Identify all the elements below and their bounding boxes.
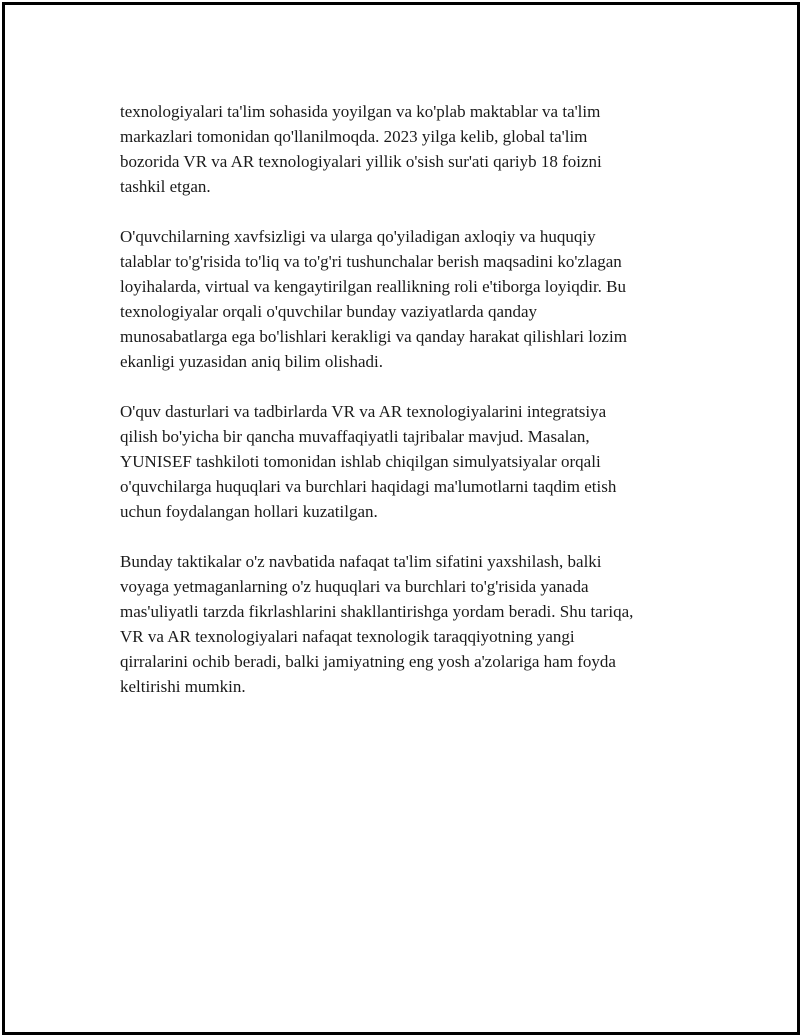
paragraph-3: O'quv dasturlari va tadbirlarda VR va AR texnologiyalarini integratsiya qilish bo'yicha bir qancha muvaffaqiyatli tajribalar mavjud. Masalan, YUNISEF tashkiloti tomonidan ishlab chiqilgan simulyatsiyalar orqali o'quvchilarga huquqlari va burchlari haqidagi ma'lumotlarni taqdim etish uchun foydalangan hollari kuzatilgan. [120, 402, 617, 521]
paragraph-4: Bunday taktikalar o'z navbatida nafaqat ta'lim sifatini yaxshilash, balki voyaga yetmaganlarning o'z huquqlari va burchlari to'g'risida yanada mas'uliyatli tarzda fikrlashlarini shakllantirishga yordam beradi. Shu tariqa, VR va AR texnologiyalari nafaqat texnologik taraqqiyotning yangi qirralarini ochib beradi, balki jamiyatning eng yosh a'zolariga ham foyda keltirishi mumkin. [120, 552, 634, 696]
page-frame [2, 2, 800, 1035]
paragraph-2: O'quvchilarning xavfsizligi va ularga qo'yiladigan axloqiy va huquqiy talablar to'g'risida to'liq va to'g'ri tushunchalar berish maqsadini ko'zlagan loyihalarda, virtual va kengaytirilgan reallikning roli e'tiborga loyiqdir. Bu texnologiyalar orqali o'quvchilar bunday vaziyatlarda qanday munosabatlarga ega bo'lishlari kerakligi va qanday harakat qilishlari lozim ekanligi yuzasidan aniq bilim olishadi. [120, 227, 627, 371]
paragraph-1: texnologiyalari ta'lim sohasida yoyilgan va ko'plab maktablar va ta'lim markazlari tomonidan qo'llanilmoqda. 2023 yilga kelib, global ta'lim bozorida VR va AR texnologiyalari yillik o'sish sur'ati qariyb 18 foizni tashkil etgan. [120, 102, 602, 196]
document-body [120, 99, 690, 724]
